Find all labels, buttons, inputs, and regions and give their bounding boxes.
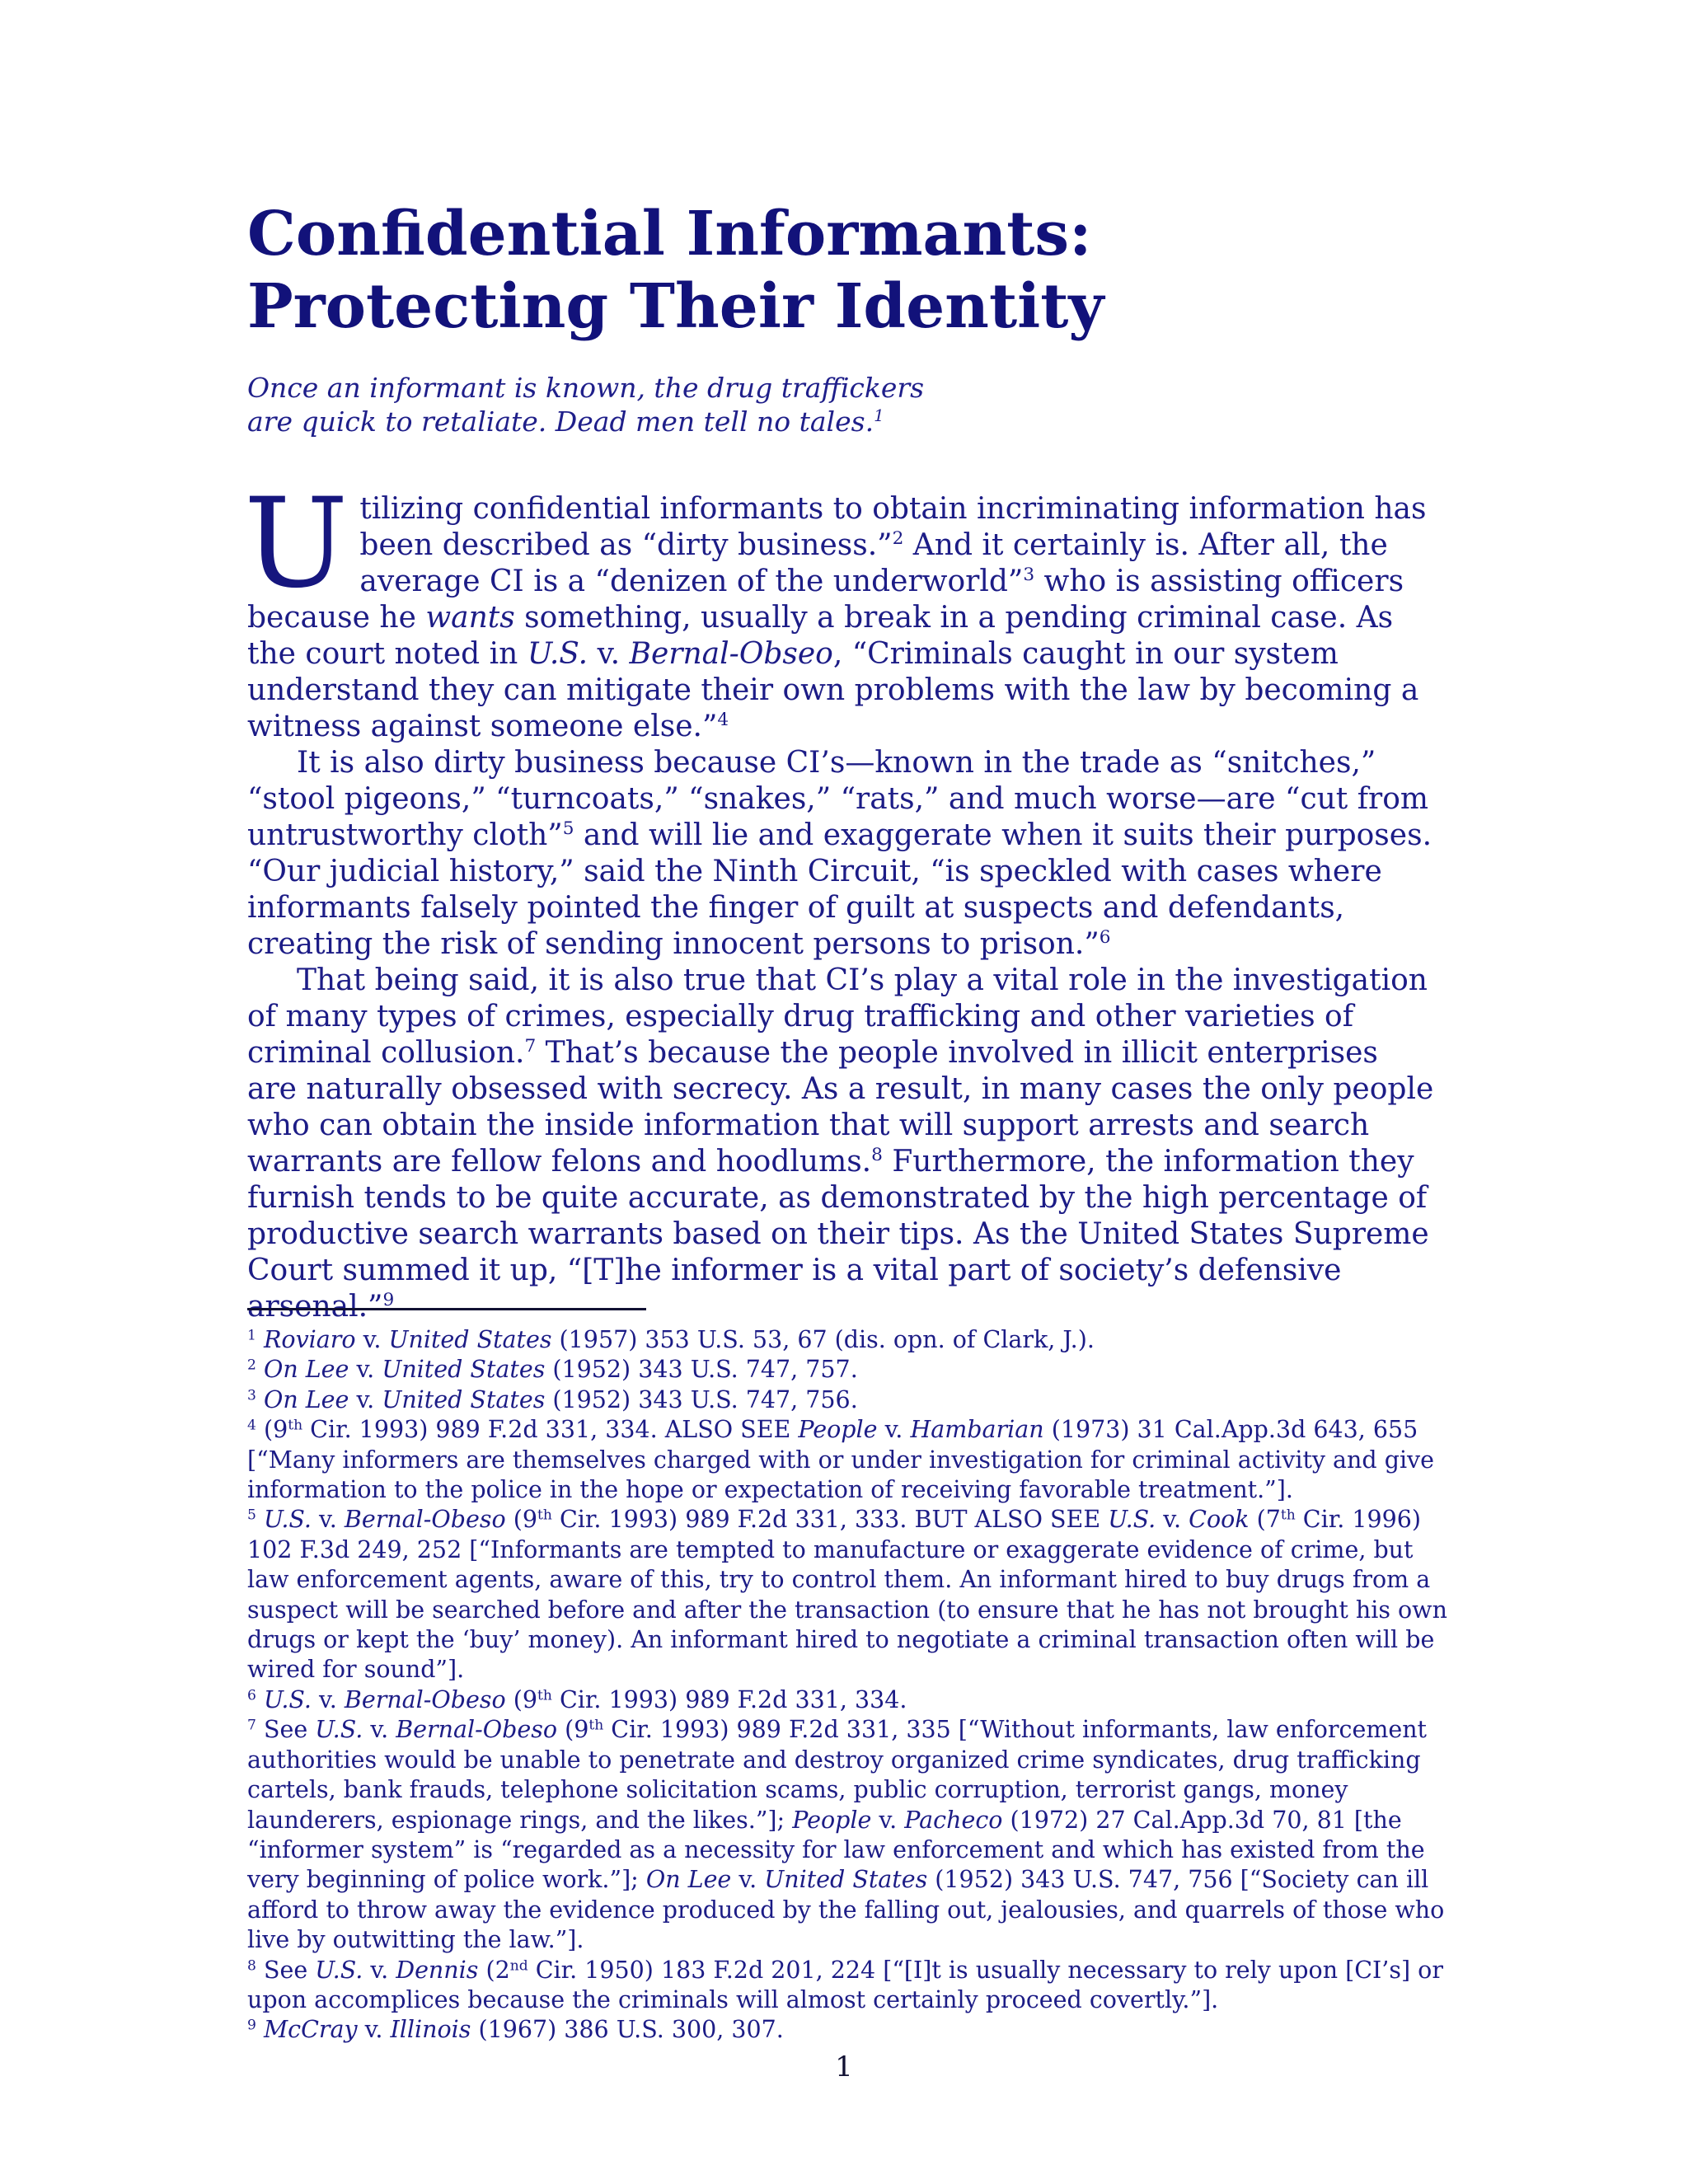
footnote-8: $^8$ See U.S. v. Dennis (2nd Cir. 1950) 183 F.2d 201, 224 [“[I]t is usually necessary to rely upon [CI’s] or upon accomplices because the criminals will almost certainly proceed covertly.”].	[247, 1956, 1443, 2013]
title-line-2: Protecting Their Identity	[247, 271, 1104, 342]
footnote-9: $^9$ McCray v. Illinois (1967) 386 U.S. 300, 307.	[247, 2016, 784, 2044]
footnote-ref[interactable]: 7	[524, 1036, 537, 1057]
footnotes	[247, 1325, 1451, 2046]
footnote-7: $^7$ See U.S. v. Bernal-Obeso (9th Cir. 1993) 989 F.2d 331, 335 [“Without informants, law enforcement authorities would be unable to penetrate and destroy organized crime syndicates, drug trafficking cartels, bank frauds, telephone solicitation scams, public corruption, terrorist gangs, money launderers, espionage rings, and the likes.”]; People v. Pacheco (1972) 27 Cal.App.3d 70, 81 [the “informer system” is “regarded as a necessity for law enforcement and which has existed from the very beginning of police work.”]; On Lee v. United States (1952) 343 U.S. 747, 756 [“Society can ill afford to throw away the evidence produced by the falling out, jealousies, and quarrels of those who live by outwitting the law.”].	[247, 1716, 1445, 1954]
drop-cap: U	[244, 472, 349, 616]
footnote-ref[interactable]: 1	[874, 406, 884, 426]
title-line-1: Confidential Informants:	[247, 199, 1092, 269]
footnote-ref[interactable]: 8	[871, 1145, 883, 1166]
footnote-ref[interactable]: 9	[382, 1290, 395, 1311]
footnote-2: $^2$ On Lee v. United States (1952) 343 U.S. 747, 757.	[247, 1356, 858, 1384]
footnote-ref[interactable]: 2	[892, 528, 904, 550]
footnote-3: $^3$ On Lee v. United States (1952) 343 U.S. 747, 756.	[247, 1385, 858, 1413]
body-text	[244, 472, 1434, 1325]
footnote-ref[interactable]: 4	[717, 710, 729, 731]
epigraph-line-2: are quick to retaliate. Dead men tell no tales.	[247, 405, 874, 438]
page-number: 1	[835, 2050, 853, 2083]
paragraph-2: It is also dirty business because CI’s—known in the trade as “snitches,” “stool pigeons,” “turncoats,” “snakes,” “rats,” and much worse—are “cut from untrustworthy cloth”$^5$ and will lie and exaggerate when it suits their purposes. “Our judicial history,” said the Ninth Circuit, “is speckled with cases where informants falsely pointed the finger of guilt at suspects and defendants, creating the risk of sending innocent persons to prison.”$^6$	[247, 746, 1432, 961]
footnote-4: $^4$ (9th Cir. 1993) 989 F.2d 331, 334. ALSO SEE People v. Hambarian (1973) 31 Cal.App.3d 643, 655 [“Many informers are themselves charged with or under investigation for criminal activity and give information to the police in the hope or expectation of receiving favorable treatment.”].	[247, 1416, 1435, 1504]
paragraph-3: That being said, it is also true that CI’s play a vital role in the investigation of many types of crimes, especially drug trafficking and other varieties of criminal collusion.$^7$ That’s because the people involved in illicit enterprises are naturally obsessed with secrecy. As a result, in many cases the only people who can obtain the inside information that will support arrests and search warrants are fellow felons and hoodlums.$^8$ Furthermore, the information they furnish tends to be quite accurate, as demonstrated by the high percentage of productive search warrants based on their tips. As the United States Supreme Court summed it up, “[T]he informer is a vital part of society’s defensive arsenal.”$^9$	[247, 963, 1434, 1324]
footnote-ref[interactable]: 3	[1023, 565, 1035, 586]
page-title	[247, 198, 1467, 343]
footnote-ref[interactable]: 5	[562, 818, 574, 840]
epigraph-line-1: Once an informant is known, the drug traffickers	[247, 372, 925, 404]
paragraph-1: Utilizing confidential informants to obtain incriminating information has been described as “dirty business.”$^2$ And it certainly is. After all, the average CI is a “denizen of the underworld”$^3$ who is assisting officers because he wants something, usually a break in a pending criminal case. As the court noted in U.S. v. Bernal-Obseo, “Criminals caught in our system understand they can mitigate their own problems with the law by becoming a witness against someone else.”$^4$	[244, 472, 1427, 743]
footnote-6: $^6$ U.S. v. Bernal-Obeso (9th Cir. 1993) 989 F.2d 331, 334.	[247, 1685, 907, 1713]
epigraph	[247, 371, 1236, 438]
footnote-divider	[247, 1308, 646, 1310]
footnote-ref[interactable]: 6	[1099, 927, 1111, 949]
footnote-1: $^1$ Roviaro v. United States (1957) 353 U.S. 53, 67 (dis. opn. of Clark, J.).	[247, 1326, 1095, 1353]
footnote-5: $^5$ U.S. v. Bernal-Obeso (9th Cir. 1993) 989 F.2d 331, 333. BUT ALSO SEE U.S. v. Cook (7th Cir. 1996) 102 F.3d 249, 252 [“Informants are tempted to manufacture or exaggerate evidence of crime, but law enforcement agents, aware of this, try to control them. An informant hired to buy drugs from a suspect will be searched before and after the transaction (to ensure that he has not brought his own drugs or kept the ‘buy’ money). An informant hired to negotiate a criminal transaction often will be wired for sound”].	[247, 1506, 1447, 1684]
